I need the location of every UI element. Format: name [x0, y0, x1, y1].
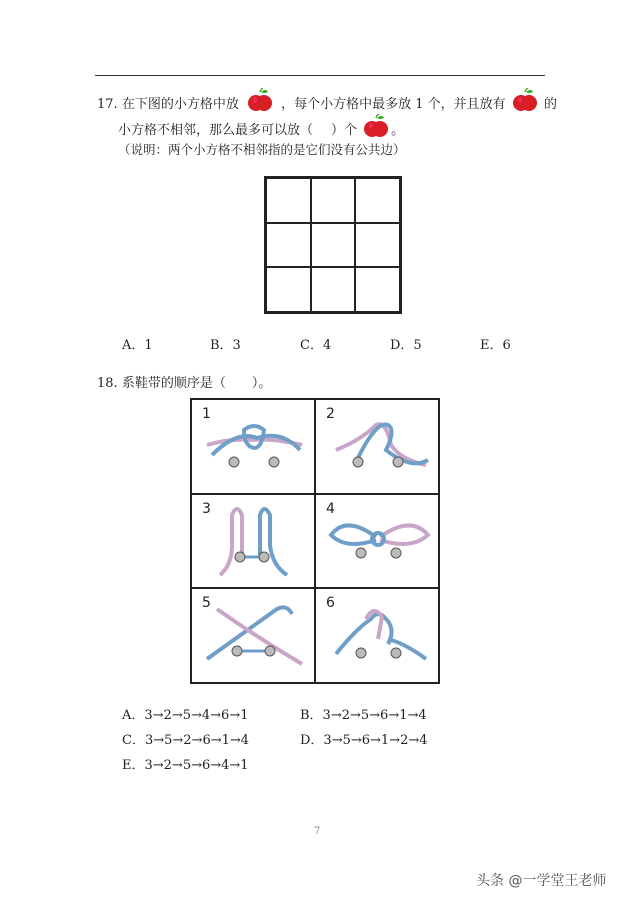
q17-text-c: 的 — [543, 97, 557, 112]
top-rule — [95, 75, 545, 76]
grid-cell — [311, 223, 356, 268]
page-number: 7 — [314, 826, 321, 837]
watermark: 头条 @一学堂王老师 — [476, 873, 607, 889]
q17-option-d: D．5 — [390, 338, 422, 353]
grid-cell — [311, 267, 356, 312]
grid-cell — [355, 267, 400, 312]
q17-option-a: A．1 — [122, 338, 153, 353]
q17-text-f: 。 — [391, 123, 405, 138]
q17-text-d: 小方格不相邻，那么最多可以放（ — [118, 123, 314, 138]
panel-number: 6 — [326, 595, 335, 612]
panel-5 — [191, 588, 315, 683]
q18-number: 18. — [97, 376, 118, 391]
grid-cell — [355, 223, 400, 268]
q18-stem — [97, 374, 271, 394]
q17-text-e: ）个 — [331, 123, 358, 138]
three-by-three-grid — [264, 176, 402, 314]
grid-cell — [266, 178, 311, 223]
panel-number: 3 — [202, 500, 211, 517]
q18-option-a: A．3→2→5→4→6→1 — [122, 708, 249, 723]
panel-number: 2 — [326, 406, 335, 422]
shoelace-image — [192, 495, 316, 590]
grid-cell — [266, 223, 311, 268]
q17-text-a: 在下图的小方格中放 — [121, 97, 239, 112]
q17-option-c: C．4 — [300, 338, 332, 353]
q17-number: 17. — [97, 97, 118, 112]
shoelace-image — [192, 589, 316, 684]
panel-number: 4 — [326, 500, 335, 517]
panel-number: 1 — [202, 406, 211, 422]
q18-text: 系鞋带的顺序是（ ）。 — [121, 376, 272, 391]
grid-cell — [266, 267, 311, 312]
q18-option-e: E．3→2→5→6→4→1 — [122, 758, 249, 773]
panel-1 — [191, 399, 315, 494]
q18-option-d: D．3→5→6→1→2→4 — [300, 733, 428, 748]
grid-cell — [355, 178, 400, 223]
panel-4 — [315, 494, 439, 589]
q17-option-b: B．3 — [210, 338, 241, 353]
shoelace-image — [192, 400, 316, 495]
q17-text-b: ，每个小方格中最多放 1 个，并且放有 — [281, 97, 506, 112]
panel-2 — [315, 399, 439, 494]
q18-option-c: C．3→5→2→6→1→4 — [122, 733, 250, 748]
shoelace-image — [316, 495, 440, 590]
q17-note: （说明：两个小方格不相邻指的是它们没有公共边） — [118, 142, 406, 157]
apple-icon — [512, 88, 538, 121]
panel-3 — [191, 494, 315, 589]
q18-option-b: B．3→2→5→6→1→4 — [300, 708, 427, 723]
q17-option-e: E．6 — [480, 338, 511, 353]
shoelace-panels — [190, 398, 440, 684]
panel-number: 5 — [202, 595, 211, 612]
shoelace-image — [316, 400, 440, 495]
grid-cell — [311, 178, 356, 223]
shoelace-image — [316, 589, 440, 684]
panel-6 — [315, 588, 439, 683]
